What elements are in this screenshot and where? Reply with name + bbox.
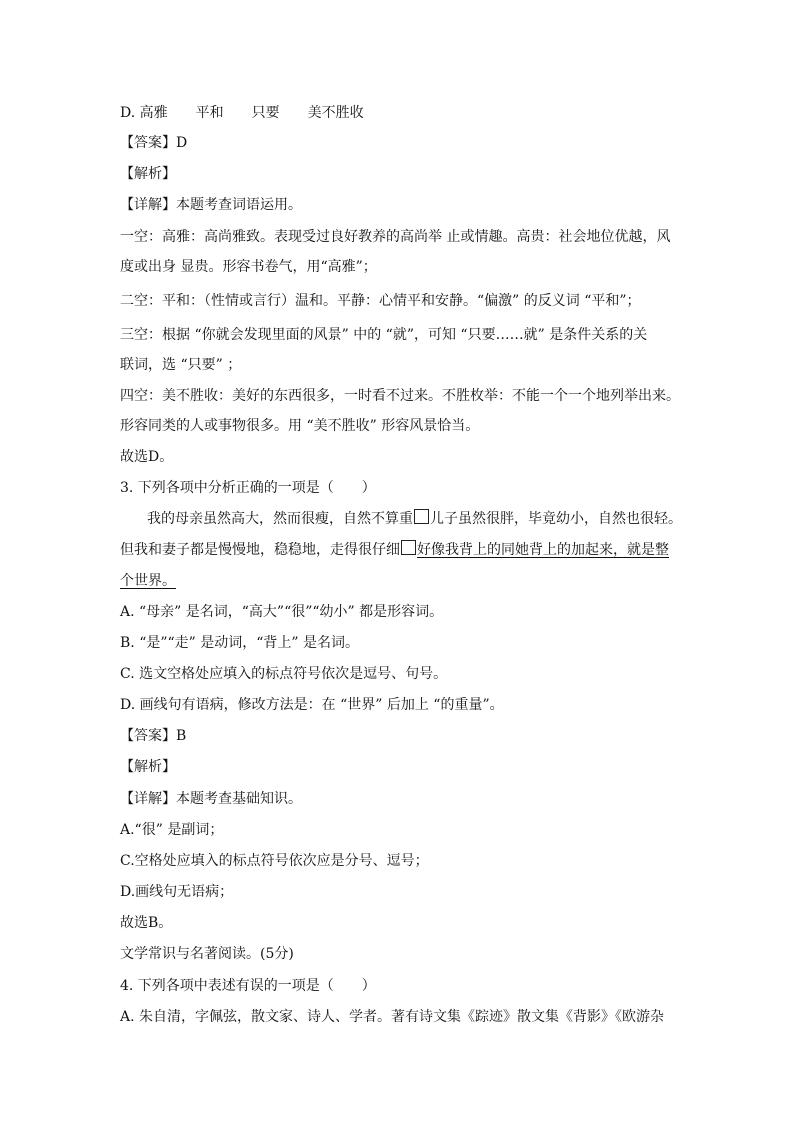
conclusion-text: 故选D。 (120, 449, 174, 465)
underlined-sentence: 好像我背上的同她背上的加起来，就是整 (417, 542, 669, 558)
explanation-line: 形容同类的人或事物很多。用 “美不胜收” 形容风景恰当。 (120, 418, 480, 434)
explanation-line: 度或出身 显贵。形容书卷气，用“高雅”； (120, 259, 377, 275)
analysis-heading: 【解析】 (120, 166, 176, 182)
passage-line: 但我和妻子都是慢慢地，稳稳地，走得很仔细 好像我背上的同她背上的加起来，就是整 (120, 542, 669, 558)
explanation-line: 联词，选 “只要” ； (120, 357, 242, 373)
detail-heading: 【详解】本题考查词语运用。 (120, 197, 302, 213)
explanation-line: 三空：根据 “你就会发现里面的风景” 中的 “就”，可知 “只要……就” 是条件关系的关 (120, 327, 648, 343)
answer-heading: 【答案】B (120, 728, 187, 744)
detail-heading: 【详解】本题考查基础知识。 (120, 791, 302, 807)
blank-box (401, 540, 416, 555)
option-b: B. “是”“走” 是动词，“背上” 是名词。 (120, 635, 360, 651)
question-3: 3. 下列各项中分析正确的一项是（ ） (120, 480, 376, 496)
explanation-line: 二空：平和：（性情或言行）温和。平静：心情平和安静。“偏激” 的反义词 “平和”； (120, 293, 641, 309)
option-d: D. 高雅 平和 只要 美不胜收 (120, 105, 364, 121)
question-4: 4. 下列各项中表述有误的一项是（ ） (120, 978, 376, 994)
underlined-sentence-end: 个世界。 (120, 573, 176, 589)
conclusion-text: 故选B。 (120, 915, 173, 931)
passage-line: 我的母亲虽然高大，然而很瘦，自然不算重 儿子虽然很胖，毕竟幼小，自然也很轻。 (147, 511, 682, 527)
option-a: A. “母亲” 是名词，“高大”“很”“幼小” 都是形容词。 (120, 604, 444, 620)
explanation-line: 四空：美不胜收：美好的东西很多，一时看不过来。不胜枚举：不能一个一个地列举出来。 (120, 388, 680, 404)
section-heading: 文学常识与名著阅读。(5分) (120, 946, 294, 962)
option-a: A. 朱自清，字佩弦，散文家、诗人、学者。著有诗文集《踪迹》散文集《背影》《欧游杂 (120, 1009, 665, 1025)
explanation-line: 一空：高雅：高尚雅致。表现受过良好教养的高尚举 止或情趣。高贵：社会地位优越，风 (120, 229, 671, 245)
option-d: D. 画线句有语病，修改方法是：在 “世界” 后加上 “的重量”。 (120, 697, 504, 713)
analysis-heading: 【解析】 (120, 759, 176, 775)
option-c: C. 选文空格处应填入的标点符号依次是逗号、句号。 (120, 666, 448, 682)
explanation-line: C.空格处应填入的标点符号依次应是分号、逗号； (120, 853, 429, 869)
explanation-line: A.“很” 是副词； (120, 822, 224, 838)
blank-box (414, 509, 429, 524)
explanation-line: D.画线句无语病； (120, 884, 234, 900)
passage-line (120, 571, 176, 591)
answer-heading: 【答案】D (120, 135, 188, 151)
